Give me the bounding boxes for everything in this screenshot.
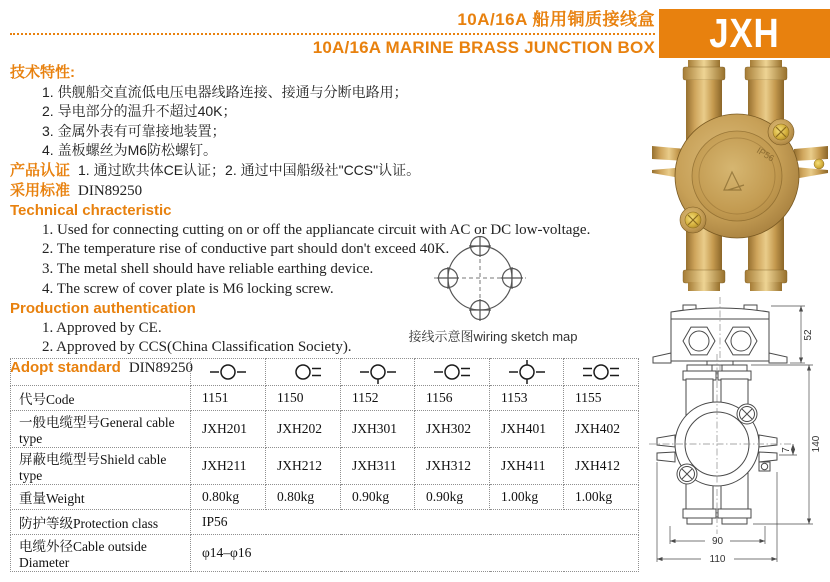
spec-value: 0.80kg <box>266 485 341 510</box>
brand-logo-text: JXH <box>709 10 780 56</box>
numbered-item: 3. The metal shell should have reliable earthing device. <box>42 260 374 277</box>
spec-row <box>11 448 639 485</box>
dim-front-height: 140 <box>811 435 822 453</box>
spec-value: JXH411 <box>490 448 564 485</box>
symbol-cell <box>415 359 490 386</box>
title-english: 10A/16A MARINE BRASS JUNCTION BOX <box>312 38 655 57</box>
spec-value: JXH312 <box>415 448 490 485</box>
spec-value: 0.80kg <box>191 485 266 510</box>
symbol-header-row <box>11 359 639 386</box>
page-header <box>10 5 655 58</box>
spec-value: 1155 <box>564 386 639 411</box>
symbol-cell <box>564 359 639 386</box>
entry-2-way-through-icon <box>206 359 250 385</box>
spec-value: JXH302 <box>415 411 490 448</box>
corner-cell <box>11 359 194 386</box>
entry-3-way-bottom-icon <box>356 359 400 385</box>
numbered-item: 2. Approved by CCS(China Classification Society). <box>42 339 352 356</box>
cert-cn-line <box>10 161 644 181</box>
row-label: 代号Code <box>11 386 191 411</box>
row-label: 屏蔽电缆型号Shield cable type <box>11 448 191 485</box>
section-heading-tech-cn: 技术特性: <box>10 64 75 81</box>
spec-value: JXH212 <box>266 448 341 485</box>
row-label: 防护等级Protection class <box>11 510 191 535</box>
dim-overall-width: 110 <box>709 554 726 565</box>
dim-hole-spacing: 90 <box>711 536 724 547</box>
product-photo <box>652 60 828 292</box>
numbered-item: 4. The screw of cover plate is M6 locking screw. <box>42 280 334 297</box>
numbered-item: 3. 金属外表有可靠接地装置； <box>42 122 226 139</box>
symbol-cell <box>341 359 415 386</box>
screw-symbol-top <box>740 407 755 422</box>
spec-value: 1152 <box>341 386 415 411</box>
screw-symbol-bottom <box>680 467 695 482</box>
dim-side-height: 52 <box>803 329 814 341</box>
entry-4-way-cross-icon <box>505 359 549 385</box>
symbol-cell <box>266 359 341 386</box>
terminal-left-icon <box>437 267 459 289</box>
tech-features-cn-list <box>10 83 644 161</box>
spec-value: 1.00kg <box>564 485 639 510</box>
entry-2-way-right-double-icon <box>281 359 325 385</box>
standard-cn-line <box>10 181 644 202</box>
wiring-sketch-label: 接线示意图wiring sketch map <box>408 329 578 344</box>
standard-cn-value: DIN89250 <box>78 182 143 199</box>
brand-logo-box <box>659 9 830 58</box>
row-label: 重量Weight <box>11 485 191 510</box>
spec-value: JXH311 <box>341 448 415 485</box>
numbered-item: 1. Approved by CE. <box>42 319 162 336</box>
section-heading-standard-en: Adopt standard <box>10 358 121 376</box>
spec-value: 0.90kg <box>415 485 490 510</box>
entry-4-way-double-sides-icon <box>579 359 623 385</box>
numbered-item: 1. 供舰船交直流低电压电器线路连接、接通与分断电路用； <box>42 83 408 100</box>
spec-value: JXH202 <box>266 411 341 448</box>
drawing-front-view <box>649 354 822 565</box>
spec-row <box>11 535 639 572</box>
row-label: 一般电缆型号General cable type <box>11 411 191 448</box>
cert-cn-text: 1. 通过欧共体CE认证；2. 通过中国船级社"CCS"认证。 <box>78 161 421 178</box>
spec-value: 1151 <box>191 386 266 411</box>
wiring-sketch-diagram <box>398 236 588 324</box>
dim-lug-offset: 7 <box>781 447 792 453</box>
cover-screw-top-icon <box>773 124 789 140</box>
standard-en-value: DIN89250 <box>128 359 194 376</box>
spec-value: 1156 <box>415 386 490 411</box>
spec-value-span: IP56 <box>191 510 639 535</box>
spec-value: JXH412 <box>564 448 639 485</box>
section-heading-tech-en: Technical chracteristic <box>10 202 172 220</box>
cover-screw-bottom-icon <box>685 212 701 228</box>
entry-3-way-right-double-icon <box>430 359 474 385</box>
spec-value: JXH211 <box>191 448 266 485</box>
terminal-top-icon <box>469 236 491 257</box>
dimension-drawing <box>645 292 830 580</box>
terminal-bottom-icon <box>469 299 491 321</box>
spec-row <box>11 386 639 411</box>
section-heading-cert-cn: 产品认证 <box>10 161 71 179</box>
spec-value-span: φ14–φ16 <box>191 535 639 572</box>
lid-stamp-text: IP56 <box>754 145 776 164</box>
spec-row <box>11 411 639 448</box>
title-chinese: 10A/16A 船用铜质接线盒 <box>457 10 655 29</box>
cover-plate <box>692 131 782 221</box>
numbered-item: 2. The temperature rise of conductive part should don't exceed 40K. <box>42 241 450 258</box>
numbered-item: 2. 导电部分的温升不超过40K； <box>42 103 237 120</box>
terminal-right-icon <box>501 267 523 289</box>
spec-value: JXH301 <box>341 411 415 448</box>
symbol-cell <box>490 359 564 386</box>
wiring-sketch <box>398 236 588 345</box>
spec-value: 1153 <box>490 386 564 411</box>
spec-value: 1.00kg <box>490 485 564 510</box>
section-heading-standard-cn: 采用标准 <box>10 181 71 199</box>
spec-value: 1150 <box>266 386 341 411</box>
row-label: 电缆外径Cable outside Diameter <box>11 535 191 572</box>
spec-row <box>11 510 639 535</box>
spec-value: JXH201 <box>191 411 266 448</box>
dotted-divider <box>10 33 655 35</box>
symbol-cell <box>191 359 266 386</box>
drawing-side-view <box>653 297 814 370</box>
section-heading-auth-en: Production authentication <box>10 300 196 318</box>
spec-value: JXH401 <box>490 411 564 448</box>
numbered-item: 4. 盖板螺丝为M6防松螺钉。 <box>42 142 218 159</box>
spec-value: JXH402 <box>564 411 639 448</box>
spec-table <box>10 358 639 572</box>
numbered-item: 1. Used for connecting cutting on or off the appliancate circuit with AC or DC low-voltage. <box>42 221 591 238</box>
spec-row <box>11 485 639 510</box>
spec-value: 0.90kg <box>341 485 415 510</box>
